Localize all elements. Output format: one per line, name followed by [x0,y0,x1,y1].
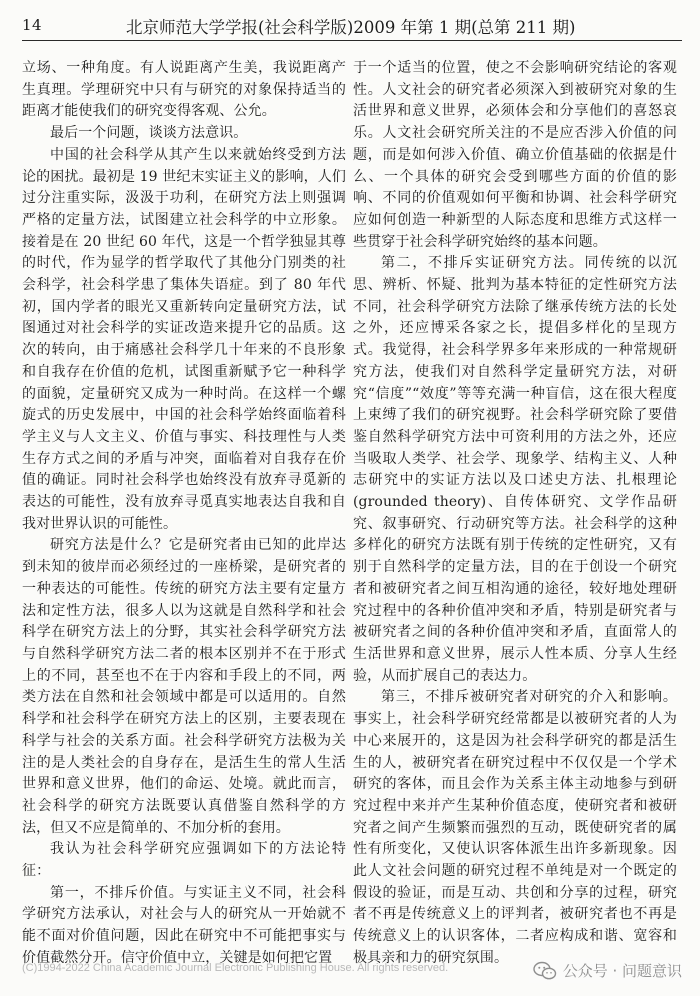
journal-title: 北京师范大学学报(社会科学版)2009 年第 1 期(总第 211 期) [126,18,576,37]
paragraph: 立场、一种角度。有人说距离产生美，我说距离产生真理。学理研究中只有与研究的对象保持适当的距离才能使我们的研究变得客观、公允。 [22,60,346,120]
paragraph: 中国的社会科学从其产生以来就始终受到方法论的困扰。最初是 19 世纪末实证主义的影响，人们过分注重实际，汲汲于功利，在研究方法上则强调严格的定量方法，试图建立社会科学的中立形象。接着是在 20 世纪 60 年代，这是一个哲学独显其尊的时代，作为显学的哲学取代了其他分门别类的社会科学，社会科学患了集体失语症。到了 80 年代初，国内学者的眼光又重新转向定量研究方法，试图通过对社会科学的实证改造来提升它的品质。这次的转向，由于痛感社会科学几十年来的不良形象和自我存在价值的危机，试图重新赋予它一种科学的面貌，定量研究又成为一种时尚。在这样一个螺旋式的历史发展中，中国的社会科学始终面临着科学主义与人文主义、价值与事实、科技理性与人类生存方式之间的矛盾与冲突，面临着对自我存在价值的确证。同时社会科学也始终没有放弃寻觅新的表达的可能性，没有放弃寻觅真实地表达自我和自我对世界认识的可能性。 [22,146,346,532]
page-number: 14 [22,16,43,34]
paragraph: 于一个适当的位置，使之不会影响研究结论的客观性。人文社会的研究者必须深入到被研究对象的生活世界和意义世界，必须体会和分享他们的喜怒哀乐。人文社会研究所关注的不是应否涉入价值的问题，而是如何涉入价值、确立价值基础的依据是什么、一个具体的研究会受到哪些方面的价值的影响、不同的价值观如何平衡和协调、社会科学研究应如何创造一种新型的人际态度和思维方式这样一些贯穿于社会科学研究始终的基本问题。 [353,60,677,250]
copyright-notice: (C)1994-2022 China Academic Journal Electronic Publishing House. All rights reserved. [22,962,449,974]
paragraph: 第三，不排斥被研究者对研究的介入和影响。事实上，社会科学研究经常都是以被研究者的人为中心来展开的，这是因为社会科学研究的都是活生生的人，被研究者在研究过程中不仅仅是一个学术研究的客体，而且会作为关系主体主动地参与到研究过程中来并产生某种价值态度，使研究者和被研究者之间产生频繁而强烈的互动，既使研究者的属性有所变化，又使认识客体派生出许多新现象。因此人文社会问题的研究过程不单纯是对一个既定的假设的验证，而是互动、共创和分享的过程，研究者不再是传统意义上的评判者，被研究者也不再是传统意义上的认识客体，二者应构成和谐、宽容和极具亲和力的研究氛围。 [353,689,677,966]
left-column [22,58,346,970]
wechat-icon [533,961,557,981]
paragraph: 研究方法是什么？它是研究者由已知的此岸达到未知的彼岸而必须经过的一座桥梁，是研究者的一种表达的可能性。传统的研究方法主要有定量方法和定性方法，很多人以为这就是自然科学和社会科学在研究方法上的分野，其实社会科学研究方法与自然科学研究方法二者的根本区别并不在于形式上的不同，甚至也不在于内容和手段上的不同，两类方法在自然和社会领域中都是可以适用的。自然科学和社会科学在研究方法上的区别，主要表现在科学与社会的关系方面。社会科学研究方法极为关注的是人类社会的自身存在，是活生生的常人生活世界和意义世界，他们的命运、处境。就此而言，社会科学的研究方法既要认真借鉴自然科学的方法，但又不应是简单的、不加分析的套用。 [22,537,346,836]
paragraph: 第二，不排斥实证研究方法。同传统的以沉思、辨析、怀疑、批判为基本特征的定性研究方法不同，社会科学研究方法除了继承传统方法的长处之外，还应博采各家之长，提倡多样化的呈现方式。我觉得，社会科学界多年来形成的一种常规研究方法，使我们对自然科学定量研究方法，对研究“信度”“效度”等等充满一种盲信，这在很大程度上束缚了我们的研究视野。社会科学研究除了要借鉴自然科学研究方法中可资利用的方法之外，还应当吸取人类学、社会学、现象学、结构主义、人种志研究中的实证方法以及口述史方法、扎根理论(grounded theory)、自传体研究、文学作品研究、叙事研究、行动研究等方法。社会科学的这种多样化的研究方法既有别于传统的定性研究，又有别于自然科学的定量方法，目的在于创设一个研究者和被研究者之间互相沟通的途径，较好地处理研究过程中的各种价值冲突和矛盾，特别是研究者与被研究者之间的各种价值冲突和矛盾，直面常人的生活世界和意义世界，展示人性本质、分享人生经验，从而扩展自己的表达力。 [353,255,677,684]
paragraph: 最后一个问题，谈谈方法意识。 [50,125,248,142]
watermark-text: 公众号 · 问题意识 [562,962,682,980]
right-column [353,58,677,970]
paragraph: 第一，不排斥价值。与实证主义不同，社会科学研究方法承认，对社会与人的研究从一开始就不能不面对价值问题，因此在研究中不可能把事实与价值截然分开。信守价值中立，关键是如何把它置 [22,884,346,966]
wechat-watermark [529,958,686,983]
page-header [22,10,682,41]
paragraph: 我认为社会科学研究应强调如下的方法论特征： [22,841,346,880]
